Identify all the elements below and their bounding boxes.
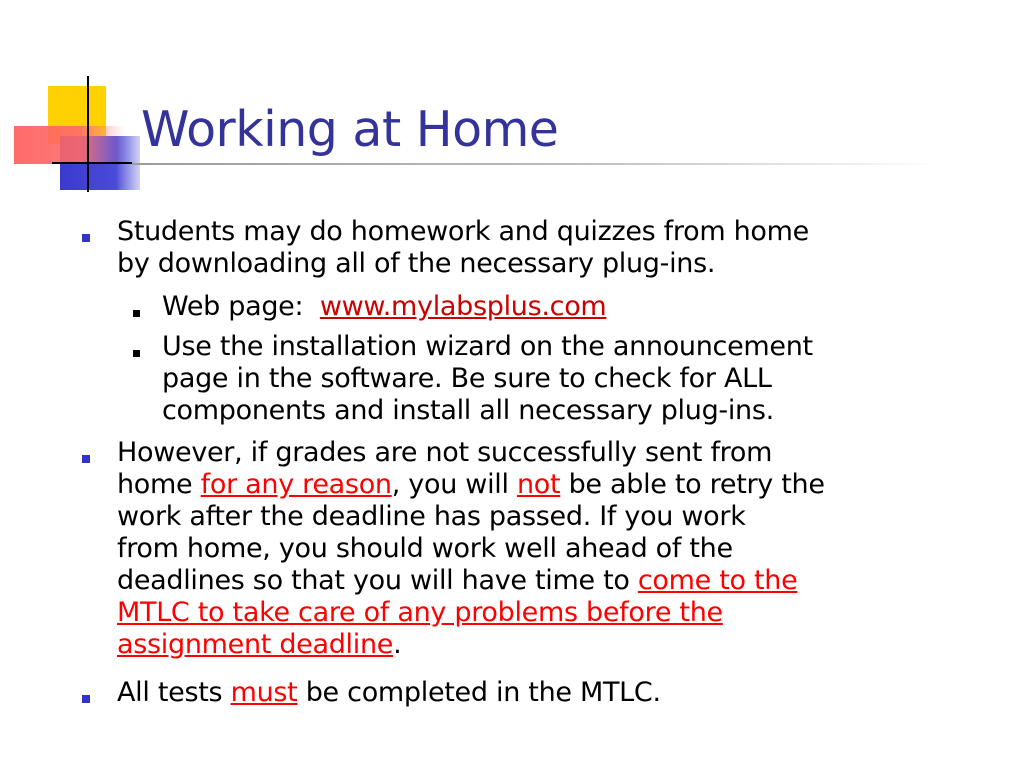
red-bar	[14, 126, 126, 164]
bullet-tests	[117, 677, 937, 709]
title-underline	[132, 163, 942, 165]
emphasis-for-any-reason: for any reason	[200, 469, 392, 500]
bullet-homework	[117, 216, 937, 280]
sub-bullet-wizard	[162, 331, 922, 427]
text-deadlines: deadlines so that you will have time to	[117, 565, 638, 596]
text-retry: be able to retry the	[560, 469, 825, 500]
sub-bullet-marker	[133, 350, 140, 357]
bullet-line: work after the deadline has passed. If you work	[117, 501, 746, 532]
emphasis-not: not	[516, 469, 561, 500]
sub-bullet-webpage	[162, 291, 922, 323]
bullet-marker	[82, 695, 90, 703]
text-all-tests: All tests	[117, 677, 231, 708]
text-mtlc: be completed in the MTLC.	[297, 677, 661, 708]
text-you-will: , you will	[391, 469, 517, 500]
bullet-line: However, if grades are not successfully sent from	[117, 437, 773, 468]
sub-bullet-marker	[133, 310, 140, 317]
emphasis-come-to-mtlc: MTLC to take care of any problems before the	[117, 597, 723, 628]
bullet-line: components and install all necessary plug-ins.	[162, 395, 774, 426]
text-period: .	[393, 629, 402, 660]
text-home: home	[117, 469, 201, 500]
emphasis-come-to-mtlc: assignment deadline	[117, 629, 394, 660]
bullet-line: Use the installation wizard on the announcement	[162, 331, 813, 362]
bullet-line: page in the software. Be sure to check for ALL	[162, 363, 772, 394]
bullet-line: from home, you should work well ahead of the	[117, 533, 733, 564]
bullet-line: by downloading all of the necessary plug-ins.	[117, 248, 716, 279]
webpage-label: Web page:	[162, 291, 304, 322]
bullet-marker	[82, 234, 90, 242]
emphasis-must: must	[230, 677, 298, 708]
bullet-line: Students may do homework and quizzes from home	[117, 216, 809, 247]
emphasis-come-to-mtlc: come to the	[637, 565, 798, 596]
bullet-grades	[117, 437, 937, 661]
mylabsplus-link[interactable]: www.mylabsplus.com	[319, 291, 607, 322]
slide-title: Working at Home	[141, 101, 559, 158]
bullet-marker	[82, 455, 90, 463]
